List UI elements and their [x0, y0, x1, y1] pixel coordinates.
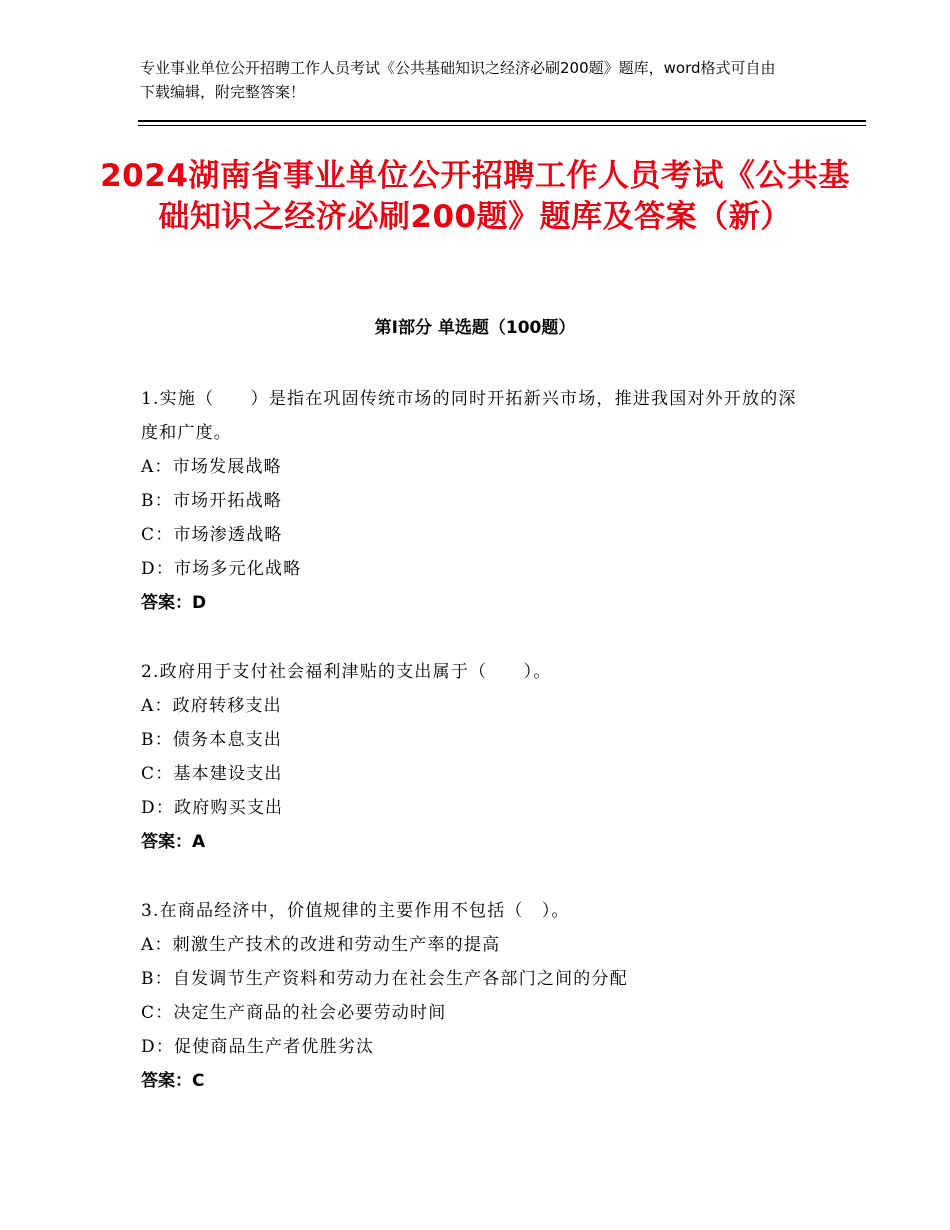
- option-b: B：债务本息支出: [141, 730, 283, 750]
- question-stem: 2.政府用于支付社会福利津贴的支出属于（ ）。: [141, 662, 552, 682]
- section-heading: 第I部分 单选题（100题）: [374, 318, 576, 338]
- option-b: B：自发调节生产资料和劳动力在社会生产各部门之间的分配: [141, 969, 628, 989]
- option-a: A：政府转移支出: [141, 696, 282, 716]
- question-stem: 1.实施（ ）是指在巩固传统市场的同时开拓新兴市场，推进我国对外开放的深度和广度。: [141, 389, 797, 443]
- option-b: B：市场开拓战略: [141, 491, 283, 511]
- option-a: A：市场发展战略: [141, 457, 282, 477]
- header-rule-thin: [138, 125, 866, 126]
- option-a: A：刺激生产技术的改进和劳动生产率的提高: [141, 935, 501, 955]
- option-d: D：政府购买支出: [141, 798, 284, 818]
- option-d: D：促使商品生产者优胜劣汰: [141, 1037, 375, 1057]
- answer: 答案：D: [141, 593, 207, 613]
- option-d: D：市场多元化战略: [141, 559, 302, 579]
- question-1: [141, 382, 811, 620]
- answer: 答案：A: [141, 832, 206, 852]
- question-3: [141, 894, 811, 1098]
- question-2: [141, 655, 811, 859]
- question-stem: 3.在商品经济中，价值规律的主要作用不包括（ ）。: [141, 901, 570, 921]
- question-list: [141, 382, 811, 1133]
- option-c: C：基本建设支出: [141, 764, 283, 784]
- option-c: C：决定生产商品的社会必要劳动时间: [141, 1003, 447, 1023]
- header-note: 专业事业单位公开招聘工作人员考试《公共基础知识之经济必刷200题》题库，word格式可自由下载编辑，附完整答案！: [140, 59, 776, 101]
- option-c: C：市场渗透战略: [141, 525, 283, 545]
- document-title: 2024湖南省事业单位公开招聘工作人员考试《公共基础知识之经济必刷200题》题库及答案（新）: [100, 158, 850, 235]
- answer: 答案：C: [141, 1071, 205, 1091]
- header-rule-thick: [138, 120, 866, 122]
